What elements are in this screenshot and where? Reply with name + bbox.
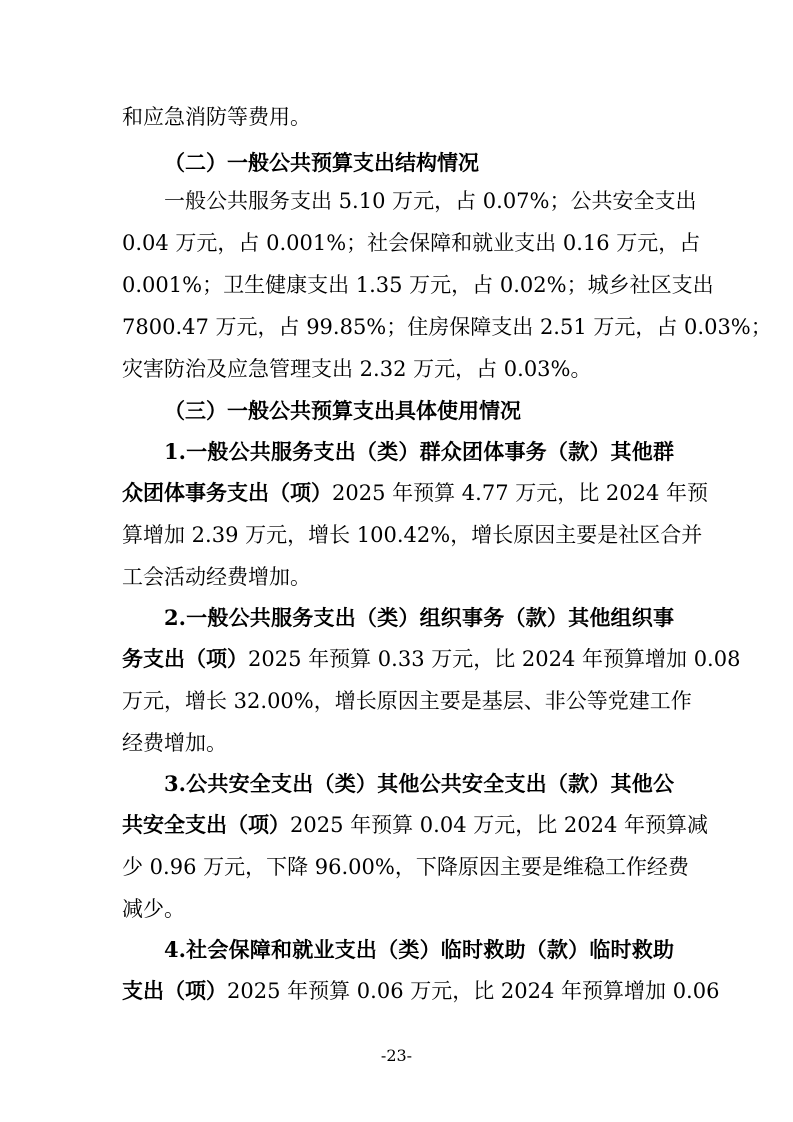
item-text-fragment: 2025 年预算 0.04 万元，比 2024 年预算减 bbox=[290, 813, 709, 837]
item-heading-fragment: 支出（项） bbox=[122, 978, 227, 1003]
paragraph-line bbox=[122, 479, 709, 507]
item-heading-fragment: 务支出（项） bbox=[122, 646, 248, 671]
paragraph-line: 少 0.96 万元，下降 96.00%，下降原因主要是维稳工作经费 bbox=[122, 855, 689, 879]
paragraph-line: 万元，增长 32.00%，增长原因主要是基层、非公等党建工作 bbox=[122, 689, 692, 713]
paragraph-line: 经费增加。 bbox=[122, 731, 227, 755]
paragraph-line: 0.001%；卫生健康支出 1.35 万元，占 0.02%；城乡社区支出 bbox=[122, 273, 714, 297]
item-text-fragment: 2025 年预算 4.77 万元，比 2024 年预 bbox=[332, 481, 709, 505]
paragraph-line: 0.04 万元，占 0.001%；社会保障和就业支出 0.16 万元，占 bbox=[122, 231, 701, 255]
paragraph-line: 和应急消防等费用。 bbox=[122, 105, 311, 129]
paragraph-line bbox=[122, 977, 720, 1005]
paragraph-line: 算增加 2.39 万元，增长 100.42%，增长原因主要是社区合并 bbox=[122, 523, 703, 547]
item-text-fragment: 2025 年预算 0.06 万元，比 2024 年预算增加 0.06 bbox=[227, 979, 720, 1003]
paragraph-line: 7800.47 万元，占 99.85%；住房保障支出 2.51 万元，占 0.03%； bbox=[122, 315, 772, 339]
paragraph-line: 工会活动经费增加。 bbox=[122, 565, 311, 589]
item-heading-line: 3.公共安全支出（类）其他公共安全支出（款）其他公 bbox=[164, 771, 674, 796]
item-heading-fragment: 共安全支出（项） bbox=[122, 812, 290, 837]
item-text-fragment: 2025 年预算 0.33 万元，比 2024 年预算增加 0.08 bbox=[248, 647, 741, 671]
section-heading-usage: （三）一般公共预算支出具体使用情况 bbox=[164, 398, 521, 423]
section-heading-structure: （二）一般公共预算支出结构情况 bbox=[164, 150, 479, 175]
paragraph-line: 灾害防治及应急管理支出 2.32 万元，占 0.03%。 bbox=[122, 357, 592, 381]
item-heading-line: 2.一般公共服务支出（类）组织事务（款）其他组织事 bbox=[164, 605, 674, 630]
item-heading-fragment: 众团体事务支出（项） bbox=[122, 480, 332, 505]
item-heading-line: 4.社会保障和就业支出（类）临时救助（款）临时救助 bbox=[164, 937, 674, 962]
paragraph-line bbox=[122, 811, 709, 839]
paragraph-line bbox=[122, 645, 741, 673]
paragraph-line: 一般公共服务支出 5.10 万元，占 0.07%；公共安全支出 bbox=[164, 189, 697, 213]
item-heading-line: 1.一般公共服务支出（类）群众团体事务（款）其他群 bbox=[164, 439, 674, 464]
page-number: -23- bbox=[380, 1046, 413, 1065]
paragraph-line: 减少。 bbox=[122, 897, 185, 921]
